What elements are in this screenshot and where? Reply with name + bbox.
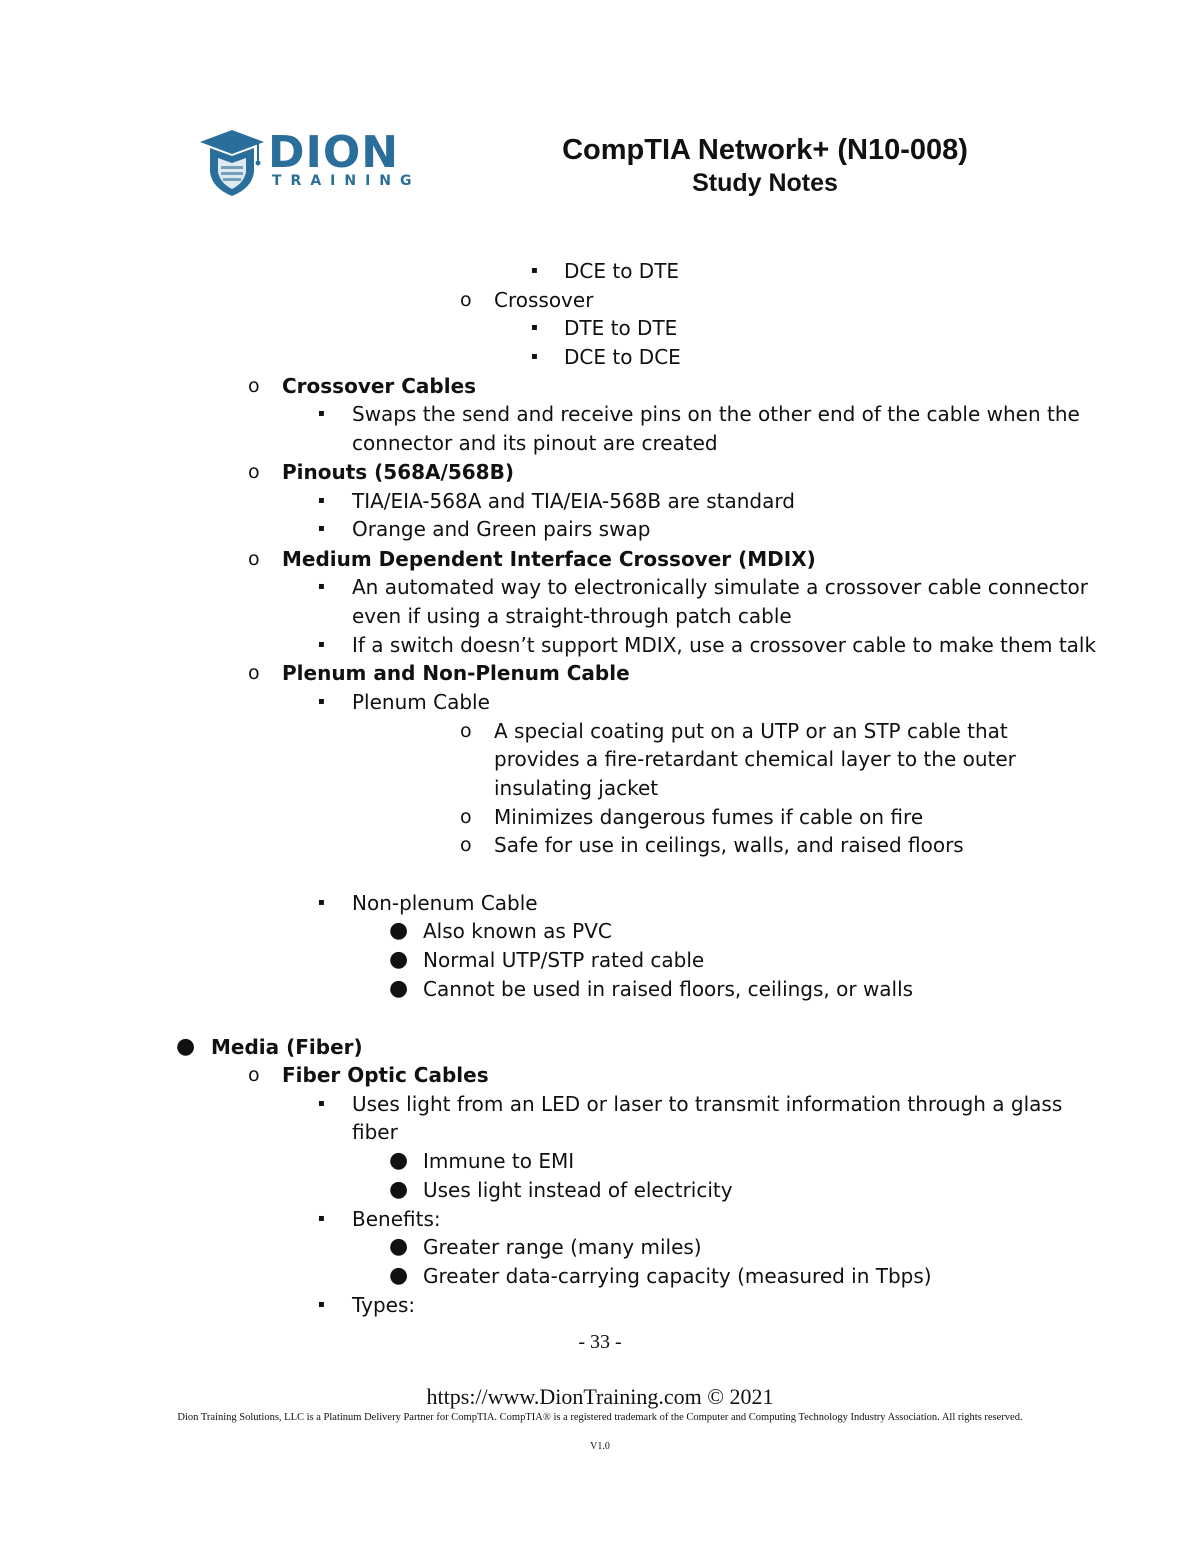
dot-bullet-icon: ● [389,976,409,1001]
section-heading: Crossover Cables [282,374,477,398]
dot-bullet-icon: ● [389,918,409,943]
list-item: Greater data-carrying capacity (measured in Tbps) [423,1264,932,1288]
square-bullet-icon: ▪ [318,1299,325,1310]
list-item: Orange and Green pairs swap [352,517,651,541]
list-item: An automated way to electronically simulate a crossover cable connector [352,575,1088,599]
list-item: Normal UTP/STP rated cable [423,948,705,972]
square-bullet-icon: ▪ [531,351,538,362]
dot-bullet-icon: ● [389,1148,409,1173]
list-item: Non-plenum Cable [352,891,538,915]
logo-subtitle: TRAINING [272,173,421,189]
list-item: DTE to DTE [564,316,678,340]
list-item: TIA/EIA-568A and TIA/EIA-568B are standard [352,489,795,513]
section-heading: Medium Dependent Interface Crossover (MDIX) [282,547,816,571]
list-item-continuation: insulating jacket [494,776,659,800]
list-item-continuation: connector and its pinout are created [352,431,718,455]
list-item: If a switch doesn’t support MDIX, use a crossover cable to make them talk [352,633,1097,657]
circle-bullet-icon: o [248,1064,260,1086]
dot-bullet-icon: ● [389,1177,409,1202]
square-bullet-icon: ▪ [318,581,325,592]
square-bullet-icon: ▪ [318,408,325,419]
section-heading: Plenum and Non-Plenum Cable [282,661,630,685]
list-item: Plenum Cable [352,690,490,714]
list-item-continuation: provides a fire-retardant chemical layer to the outer [494,747,1016,771]
square-bullet-icon: ▪ [318,1098,325,1109]
circle-bullet-icon: o [248,461,260,483]
dot-bullet-icon: ● [389,1263,409,1288]
list-item: Crossover [494,288,594,312]
logo-wordmark: DION [268,127,400,178]
circle-bullet-icon: o [460,720,472,742]
list-item: Benefits: [352,1207,441,1231]
square-bullet-icon: ▪ [318,696,325,707]
dot-bullet-icon: ● [176,1034,196,1059]
dot-bullet-icon: ● [389,947,409,972]
circle-bullet-icon: o [460,834,472,856]
square-bullet-icon: ▪ [318,1213,325,1224]
footer-url: https://www.DionTraining.com © 2021 [426,1384,774,1409]
list-item: Also known as PVC [423,919,612,943]
list-item-continuation: fiber [352,1120,398,1144]
square-bullet-icon: ▪ [318,523,325,534]
list-item: Uses light from an LED or laser to transmit information through a glass [352,1092,1063,1116]
document-title: CompTIA Network+ (N10-008) [562,134,968,166]
square-bullet-icon: ▪ [318,495,325,506]
list-item: Types: [352,1293,416,1317]
square-bullet-icon: ▪ [531,265,538,276]
square-bullet-icon: ▪ [318,897,325,908]
circle-bullet-icon: o [248,662,260,684]
section-heading: Fiber Optic Cables [282,1063,489,1087]
list-item: Minimizes dangerous fumes if cable on fire [494,805,924,829]
document-subtitle: Study Notes [692,169,838,197]
list-item: Swaps the send and receive pins on the other end of the cable when the [352,402,1080,426]
circle-bullet-icon: o [460,806,472,828]
list-item-continuation: even if using a straight-through patch cable [352,604,792,628]
dion-training-logo [198,127,421,198]
list-item: Cannot be used in raised floors, ceilings, or walls [423,977,914,1001]
section-heading: Media (Fiber) [211,1035,363,1059]
list-item: Uses light instead of electricity [423,1178,733,1202]
section-heading: Pinouts (568A/568B) [282,460,514,484]
footer-legal-notice: Dion Training Solutions, LLC is a Platinum Delivery Partner for CompTIA. CompTIA® is a registered trademark of the Computer and Computing Technology Industry Association. All rights reserved. [177,1412,1023,1423]
dot-bullet-icon: ● [389,1234,409,1259]
circle-bullet-icon: o [248,375,260,397]
list-item: Greater range (many miles) [423,1235,702,1259]
list-item: Safe for use in ceilings, walls, and raised floors [494,833,964,857]
square-bullet-icon: ▪ [531,322,538,333]
graduation-shield-icon [198,128,266,198]
list-item: DCE to DTE [564,259,680,283]
list-item: A special coating put on a UTP or an STP cable that [494,719,1008,743]
page-number: - 33 - [578,1331,622,1353]
list-item: DCE to DCE [564,345,681,369]
circle-bullet-icon: o [248,548,260,570]
list-item: Immune to EMI [423,1149,575,1173]
circle-bullet-icon: o [460,289,472,311]
square-bullet-icon: ▪ [318,639,325,650]
footer-version: V1.0 [590,1441,610,1452]
